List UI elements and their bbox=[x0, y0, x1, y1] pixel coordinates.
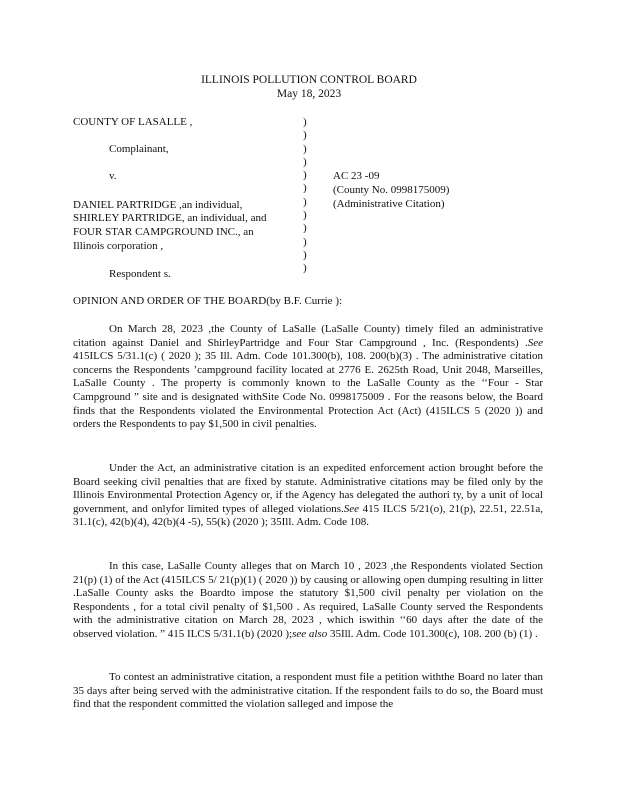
paragraph-2-citation: 415 ILCS 5/21(o), 21(p), 22.51, 22.51a, 31.1(c), 42(b)(4), 42(b)(4 -5), 55(k) (2020 ); 35Ill. Adm. Code 108. bbox=[73, 502, 543, 529]
caption-parenthesis: ) bbox=[303, 248, 307, 261]
order-date: May 18, 2023 bbox=[276, 88, 342, 100]
board-name: ILLINOIS POLLUTION CONTROL BOARD bbox=[201, 74, 417, 86]
paragraph-4-text: To contest an administrative citation, a respondent must file a petition withthe Board no later than 35 days after being served with the administrative citation. If the respondent fails to do so, the Board must find that the respondent committed the violation salleged and impose the bbox=[73, 671, 543, 711]
paragraph-3-see-also: see also bbox=[292, 627, 328, 640]
respondent-label: Respondent s. bbox=[109, 268, 171, 280]
respondent-line-2: SHIRLEY PARTRIDGE, an individual, and bbox=[73, 212, 267, 224]
respondent-line-1: DANIEL PARTRIDGE ,an individual, bbox=[73, 199, 243, 211]
county-number: (County No. 0998175009) bbox=[333, 184, 450, 196]
caption-parenthesis: ) bbox=[303, 195, 307, 208]
citation-type: (Administrative Citation) bbox=[333, 198, 445, 210]
caption-parenthesis: ) bbox=[303, 182, 307, 195]
paragraph-1-see: See bbox=[527, 336, 543, 349]
caption-parenthesis: ) bbox=[303, 209, 307, 222]
caption-parenthesis-column bbox=[303, 116, 307, 276]
caption-parenthesis: ) bbox=[303, 222, 307, 235]
respondent-line-4: Illinois corporation , bbox=[73, 240, 164, 252]
caption-parenthesis: ) bbox=[303, 262, 307, 275]
paragraph-3 bbox=[73, 560, 543, 642]
paragraph-2-text: Under the Act, an administrative citation is an expedited enforcement action brought before the Board seeking civil penalties that are fixed by statute. Administrative citations may be filed only by the Illinois Environmental Protection Agency or, if the Agency has delegated the authori ty, by a unit of local government, and onlyfor limited types of alleged violations. bbox=[73, 462, 543, 515]
paragraph-1-text: On March 28, 2023 ,the County of LaSalle (LaSalle County) timely filed an administrative citation against Daniel and ShirleyPartridge and Four Star Campground , Inc. (Respondents) . bbox=[73, 323, 543, 349]
paragraph-3-citation: 35Ill. Adm. Code 101.300(c), 108. 200 (b) (1) . bbox=[327, 627, 538, 640]
caption-parenthesis: ) bbox=[303, 116, 307, 128]
caption-parenthesis: ) bbox=[303, 129, 307, 142]
caption-parenthesis: ) bbox=[303, 169, 307, 182]
paragraph-2 bbox=[73, 462, 543, 530]
paragraph-1-citation: 415ILCS 5/31.1(c) ( 2020 ); 35 Ill. Adm. Code 101.300(b), 108. 200(b)(3) . The administrative citation concerns the Respondents ’campground facility located at 2776 E. 2625th Road, Unit 2048, Marseilles, LaSalle County . The property is commonly known to the LaSalle County as the ‘‘Four - Star Campground ” site and is designated withSite Code No. 0998175009 . For the reasons below, the Board finds that the Respondents violated the Environmental Protection Act (Act) (415ILCS 5 (2020 )) and orders the Respondents to pay $1,500 in civil penalties. bbox=[73, 350, 543, 431]
versus-label: v. bbox=[109, 170, 117, 182]
caption-parenthesis: ) bbox=[303, 155, 307, 168]
complainant-label: Complainant, bbox=[109, 143, 169, 155]
paragraph-1 bbox=[73, 323, 543, 432]
complainant-name: COUNTY OF LASALLE , bbox=[73, 116, 193, 128]
paragraph-3-text: In this case, LaSalle County alleges that on March 10 , 2023 ,the Respondents violated Section 21(p) (1) of the Act (415ILCS 5/ 21(p)(1) ( 2020 )) by causing or allowing open dumping resulting in litter .LaSalle County asks the Boardto impose the statutory $1,500 civil penalty per violation on the Respondents , for a total civil penalty of $1,500 . As required, LaSalle County served the Respondents with the administrative citation on March 28, 2023 , which iswithin ‘‘60 days after the date of the observed violation. ” 415 ILCS 5/31.1(b) (2020 ); bbox=[73, 560, 543, 640]
paragraph-2-see: See bbox=[343, 502, 359, 515]
opinion-heading: OPINION AND ORDER OF THE BOARD(by B.F. Currie ): bbox=[73, 295, 343, 307]
caption-parenthesis: ) bbox=[303, 142, 307, 155]
case-number: AC 23 -09 bbox=[333, 170, 380, 182]
caption-parenthesis: ) bbox=[303, 235, 307, 248]
paragraph-4 bbox=[73, 671, 543, 712]
respondent-line-3: FOUR STAR CAMPGROUND INC., an bbox=[73, 226, 254, 238]
